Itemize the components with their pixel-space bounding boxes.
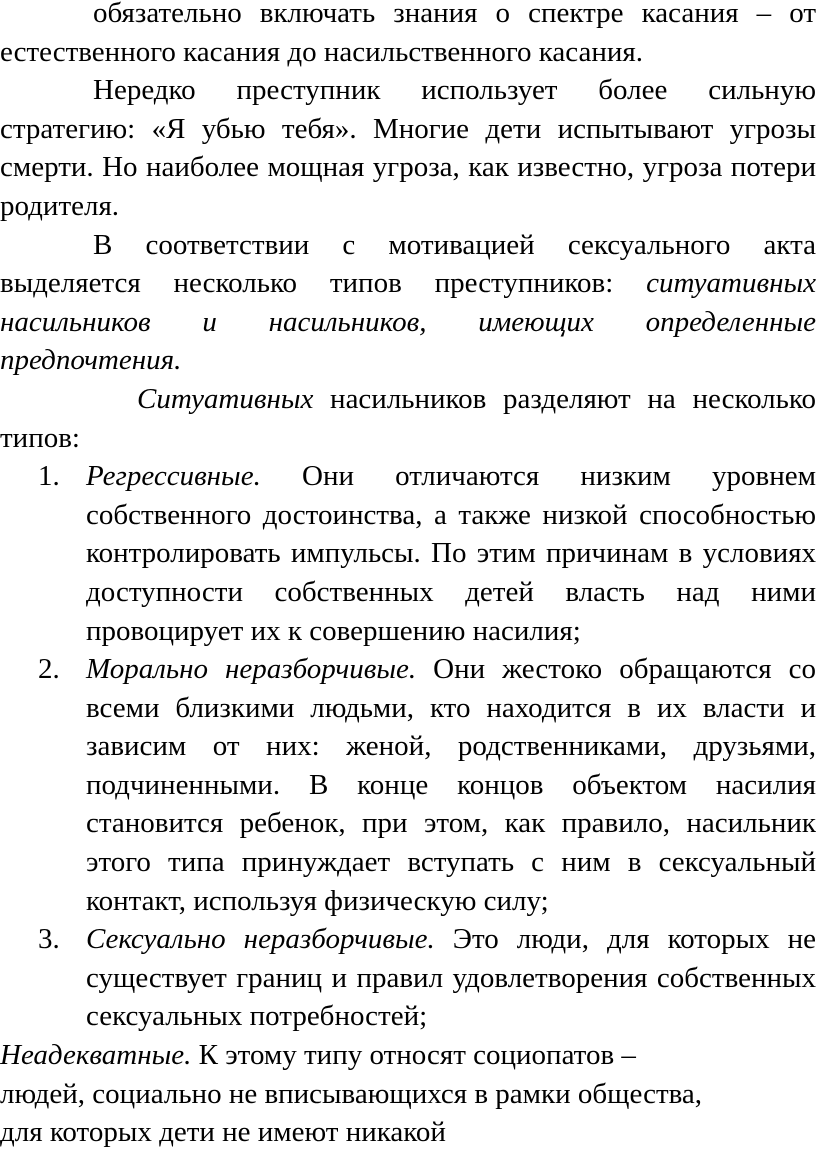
paragraph-2-text: Нередко преступник использует более сильную стратегию: «Я убью тебя». Многие дети испытывают угрозы смерти. Но наиболее мощная угроза, как известно, угроза потери родителя. bbox=[0, 74, 816, 222]
list-item bbox=[38, 457, 816, 650]
list-item-text: Они жестоко обращаются со всеми близкими людьми, кто находится в их власти и зависим от них: женой, родственниками, друзьями, подчиненными. В конце концов объектом насилия становится ребенок, при этом, как правило, насильник этого типа принуждает вступать с ним в сексуальный контакт, используя физическую силу; bbox=[86, 653, 816, 917]
paragraph-1-text: обязательно включать знания о спектре касания – от естественного касания до насильственного касания. bbox=[0, 0, 816, 68]
paragraph-2 bbox=[0, 71, 816, 225]
trailing-paragraph bbox=[0, 1036, 816, 1152]
trailing-line-2: людей, социально не вписывающихся в рамки общества, bbox=[0, 1077, 703, 1110]
types-list bbox=[0, 457, 816, 1036]
trailing-line-1 bbox=[0, 1036, 816, 1075]
paragraph-3-italic: ситуативных насильников и насильников, имеющих определенные предпочтения. bbox=[0, 267, 816, 377]
list-item-term: Регрессивные. bbox=[86, 460, 261, 493]
paragraph-3 bbox=[0, 226, 816, 380]
paragraph-4-italic: Ситуативных bbox=[137, 382, 314, 415]
paragraph-3-text: В соответствии с мотивацией сексуального акта выделяется несколько типов преступников: bbox=[0, 228, 816, 300]
trailing-line-3: для которых дети не имеют никакой bbox=[0, 1116, 446, 1149]
trailing-line-1-text: К этому типу относят социопатов – bbox=[191, 1039, 636, 1072]
trailing-term: Неадекватные. bbox=[0, 1039, 192, 1072]
list-item-text: Это люди, для которых не существует границ и правил удовлетворения собственных сексуальных потребностей; bbox=[86, 923, 816, 1033]
list-item bbox=[38, 650, 816, 920]
list-item-number: 2. bbox=[38, 653, 60, 686]
list-item-text: Они отличаются низким уровнем собственного достоинства, а также низкой способностью контролировать импульсы. По этим причинам в условиях доступности собственных детей власть над ними провоцирует их к совершению насилия; bbox=[86, 460, 816, 647]
list-item-term: Сексуально неразборчивые. bbox=[86, 923, 435, 956]
list-item-term: Морально неразборчивые. bbox=[86, 653, 417, 686]
paragraph-4-text: насильников разделяют на несколько типов: bbox=[0, 382, 816, 454]
list-item-number: 3. bbox=[38, 923, 60, 956]
paragraph-4 bbox=[0, 380, 816, 457]
list-item bbox=[38, 920, 816, 1036]
paragraph-1 bbox=[0, 0, 816, 71]
list-item-number: 1. bbox=[38, 460, 60, 493]
